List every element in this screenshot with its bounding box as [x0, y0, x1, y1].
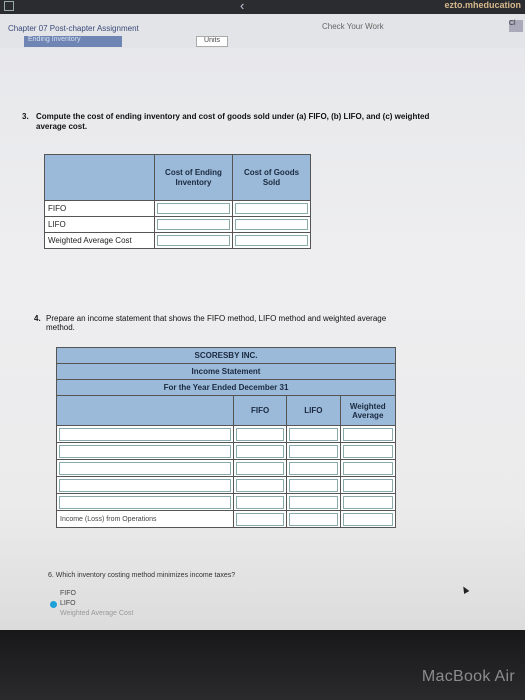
assignment-title: Chapter 07 Post-chapter Assignment	[8, 24, 139, 33]
income-fifo-input[interactable]	[236, 513, 284, 526]
is-row-label-input[interactable]	[59, 462, 231, 475]
assignment-header	[0, 14, 525, 48]
q3-row-lifo-label: LIFO	[45, 217, 155, 233]
q4-text-line1: Prepare an income statement that shows the FIFO method, LIFO method and weighted average	[46, 314, 387, 323]
q6-number: 6.	[48, 572, 54, 579]
q6-question	[48, 572, 235, 579]
device-label: MacBook Air	[421, 668, 515, 685]
is-fifo-input[interactable]	[236, 462, 284, 475]
corner-tab[interactable]: Cl	[509, 20, 523, 32]
is-lifo-input[interactable]	[289, 462, 337, 475]
is-weighted-input[interactable]	[343, 445, 393, 458]
income-statement-table	[56, 347, 396, 528]
chevron-left-icon[interactable]: ‹	[240, 0, 245, 13]
q3-corner-cell	[45, 155, 155, 201]
statement-period: For the Year Ended December 31	[57, 380, 396, 396]
mouse-cursor-icon	[461, 585, 470, 594]
q3-text-line2: average cost.	[36, 122, 88, 131]
is-lifo-input[interactable]	[289, 445, 337, 458]
q4-number: 4.	[34, 314, 41, 323]
tab-units[interactable]: Units	[196, 36, 228, 47]
laptop-bezel	[0, 630, 525, 700]
is-fifo-input[interactable]	[236, 479, 284, 492]
income-weighted-input[interactable]	[343, 513, 393, 526]
q3-col-ending-inventory: Cost of Ending Inventory	[155, 155, 233, 201]
is-weighted-input[interactable]	[343, 428, 393, 441]
col-weighted-average: Weighted Average	[340, 396, 395, 426]
is-lifo-input[interactable]	[289, 479, 337, 492]
q3-row-weighted-label: Weighted Average Cost	[45, 233, 155, 249]
fifo-ending-inventory-input[interactable]	[157, 203, 230, 214]
q3-row-fifo-label: FIFO	[45, 201, 155, 217]
is-corner-cell	[57, 396, 234, 426]
is-row-label-input[interactable]	[59, 496, 231, 509]
q4-text-line2: method.	[46, 323, 75, 332]
is-fifo-input[interactable]	[236, 496, 284, 509]
lifo-ending-inventory-input[interactable]	[157, 219, 230, 230]
q3-text-line1: Compute the cost of ending inventory and cost of goods sold under (a) FIFO, (b) LIFO, and (c) weighted	[36, 112, 430, 121]
check-work-button[interactable]: Check Your Work	[322, 22, 384, 31]
company-name: SCORESBY INC.	[57, 348, 396, 364]
is-fifo-input[interactable]	[236, 445, 284, 458]
is-lifo-input[interactable]	[289, 428, 337, 441]
is-weighted-input[interactable]	[343, 479, 393, 492]
is-weighted-input[interactable]	[343, 462, 393, 475]
is-fifo-input[interactable]	[236, 428, 284, 441]
q6-text: Which inventory costing method minimizes income taxes?	[55, 572, 236, 579]
statement-name: Income Statement	[57, 364, 396, 380]
brand-fragment: ezto.mheducation	[444, 0, 521, 10]
fifo-cogs-input[interactable]	[235, 203, 308, 214]
income-lifo-input[interactable]	[289, 513, 337, 526]
col-lifo: LIFO	[287, 396, 340, 426]
q6-option-weighted[interactable]: Weighted Average Cost	[60, 610, 134, 617]
weighted-ending-inventory-input[interactable]	[157, 235, 230, 246]
radio-selected-icon[interactable]	[50, 601, 57, 608]
is-row-label-input[interactable]	[59, 445, 231, 458]
is-row-label-input[interactable]	[59, 479, 231, 492]
tab-ending-inventory[interactable]: Ending Inventory	[24, 36, 122, 47]
q3-cost-table	[44, 154, 311, 249]
is-weighted-input[interactable]	[343, 496, 393, 509]
assignment-page	[0, 14, 525, 630]
is-lifo-input[interactable]	[289, 496, 337, 509]
browser-top-band	[0, 0, 525, 14]
window-icon	[4, 1, 14, 11]
q6-option-fifo[interactable]: FIFO	[60, 590, 76, 597]
lifo-cogs-input[interactable]	[235, 219, 308, 230]
q6-option-lifo[interactable]: LIFO	[60, 600, 76, 607]
is-row-label-input[interactable]	[59, 428, 231, 441]
q3-number: 3.	[22, 112, 29, 121]
weighted-cogs-input[interactable]	[235, 235, 308, 246]
col-fifo: FIFO	[233, 396, 286, 426]
income-from-operations-label: Income (Loss) from Operations	[57, 511, 234, 528]
q3-col-cogs: Cost of Goods Sold	[233, 155, 311, 201]
